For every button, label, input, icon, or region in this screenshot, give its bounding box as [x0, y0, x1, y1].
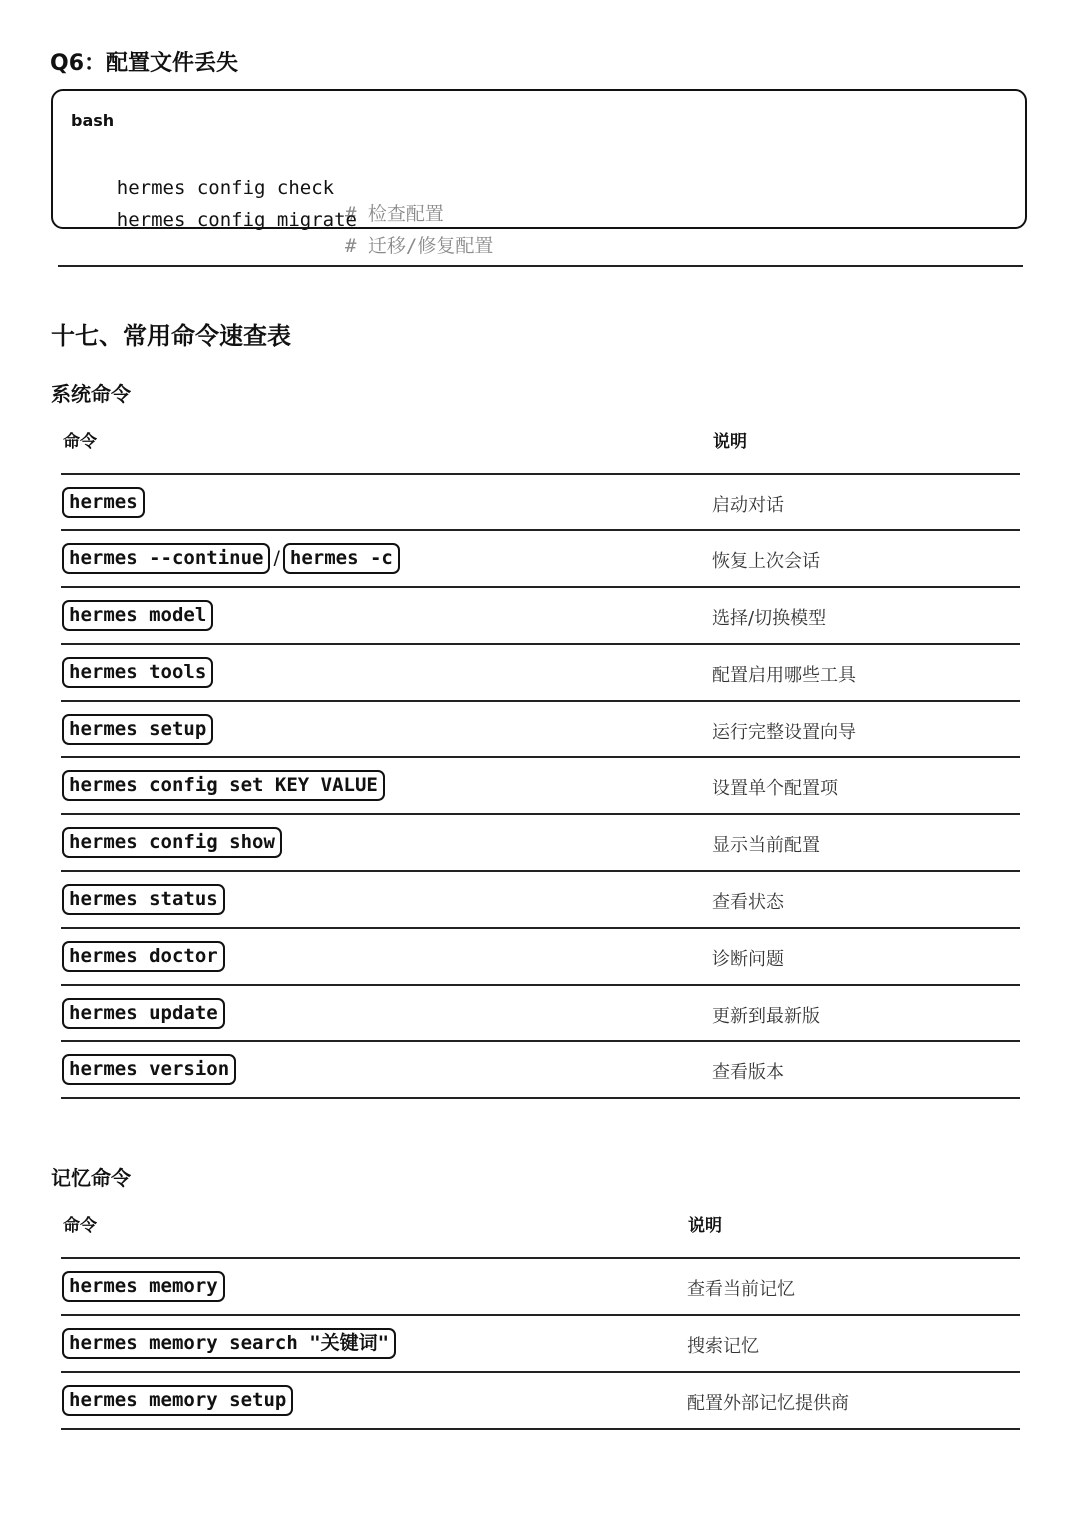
command-description: 显示当前配置: [712, 835, 820, 856]
table-row: [61, 702, 1020, 758]
command-code: hermes update: [62, 998, 225, 1029]
command-description: 查看版本: [712, 1062, 784, 1083]
command-code: hermes -c: [283, 543, 400, 574]
code-comment: # 检查配置: [345, 203, 444, 225]
command-description: 更新到最新版: [712, 1006, 820, 1027]
code-command: hermes config check: [116, 177, 335, 199]
divider: [58, 265, 1023, 267]
table-row: [61, 531, 1020, 588]
faq-title: Q6：配置文件丢失: [50, 51, 239, 76]
table-row: [61, 986, 1020, 1042]
table-row: [61, 645, 1020, 702]
system-commands-title: 系统命令: [51, 382, 131, 406]
command-description: 配置外部记忆提供商: [687, 1393, 849, 1414]
command-description: 配置启用哪些工具: [712, 665, 856, 686]
command-pair: [62, 543, 400, 574]
command-code: hermes tools: [62, 657, 213, 688]
table-row: [61, 1042, 1020, 1099]
table-row: [61, 929, 1020, 986]
table-row: [61, 1259, 1020, 1316]
command-code: hermes memory: [62, 1271, 225, 1302]
command-description: 查看状态: [712, 892, 784, 913]
column-header-description: 说明: [688, 1216, 722, 1236]
table-row: [61, 1316, 1020, 1373]
table-row: [61, 758, 1020, 815]
table-row: [61, 1373, 1020, 1430]
table-header: [61, 415, 1020, 475]
command-description: 恢复上次会话: [712, 551, 820, 572]
command-code: hermes --continue: [62, 543, 270, 574]
column-header-command: 命令: [63, 432, 97, 452]
command-description: 选择/切换模型: [712, 608, 827, 629]
command-code: hermes version: [62, 1054, 236, 1085]
command-code: hermes memory search "关键词": [62, 1328, 396, 1359]
command-description: 设置单个配置项: [712, 778, 838, 799]
table-row: [61, 872, 1020, 929]
code-language-label: bash: [71, 111, 115, 130]
code-comment: # 迁移/修复配置: [345, 235, 494, 257]
command-code: hermes status: [62, 884, 225, 915]
table-row: [61, 815, 1020, 872]
table-header: [61, 1199, 1020, 1259]
system-commands-table: [61, 415, 1020, 1099]
command-description: 运行完整设置向导: [712, 722, 856, 743]
command-separator: /: [273, 547, 280, 569]
command-description: 诊断问题: [712, 949, 784, 970]
section-title: 十七、常用命令速查表: [51, 322, 291, 350]
command-code: hermes doctor: [62, 941, 225, 972]
command-code: hermes setup: [62, 714, 213, 745]
command-code: hermes memory setup: [62, 1385, 293, 1416]
table-row: [61, 475, 1020, 531]
command-code: hermes model: [62, 600, 213, 631]
command-description: 搜索记忆: [687, 1336, 759, 1357]
command-code: hermes config set KEY VALUE: [62, 770, 385, 801]
code-block: [51, 89, 1027, 257]
command-description: 启动对话: [712, 495, 784, 516]
command-code: hermes config show: [62, 827, 282, 858]
command-description: 查看当前记忆: [687, 1279, 795, 1300]
table-row: [61, 588, 1020, 645]
memory-commands-table: [61, 1199, 1020, 1430]
code-command: hermes config migrate: [116, 209, 357, 231]
column-header-description: 说明: [713, 432, 747, 452]
column-header-command: 命令: [63, 1216, 97, 1236]
memory-commands-title: 记忆命令: [51, 1166, 131, 1190]
command-code: hermes: [62, 487, 145, 518]
